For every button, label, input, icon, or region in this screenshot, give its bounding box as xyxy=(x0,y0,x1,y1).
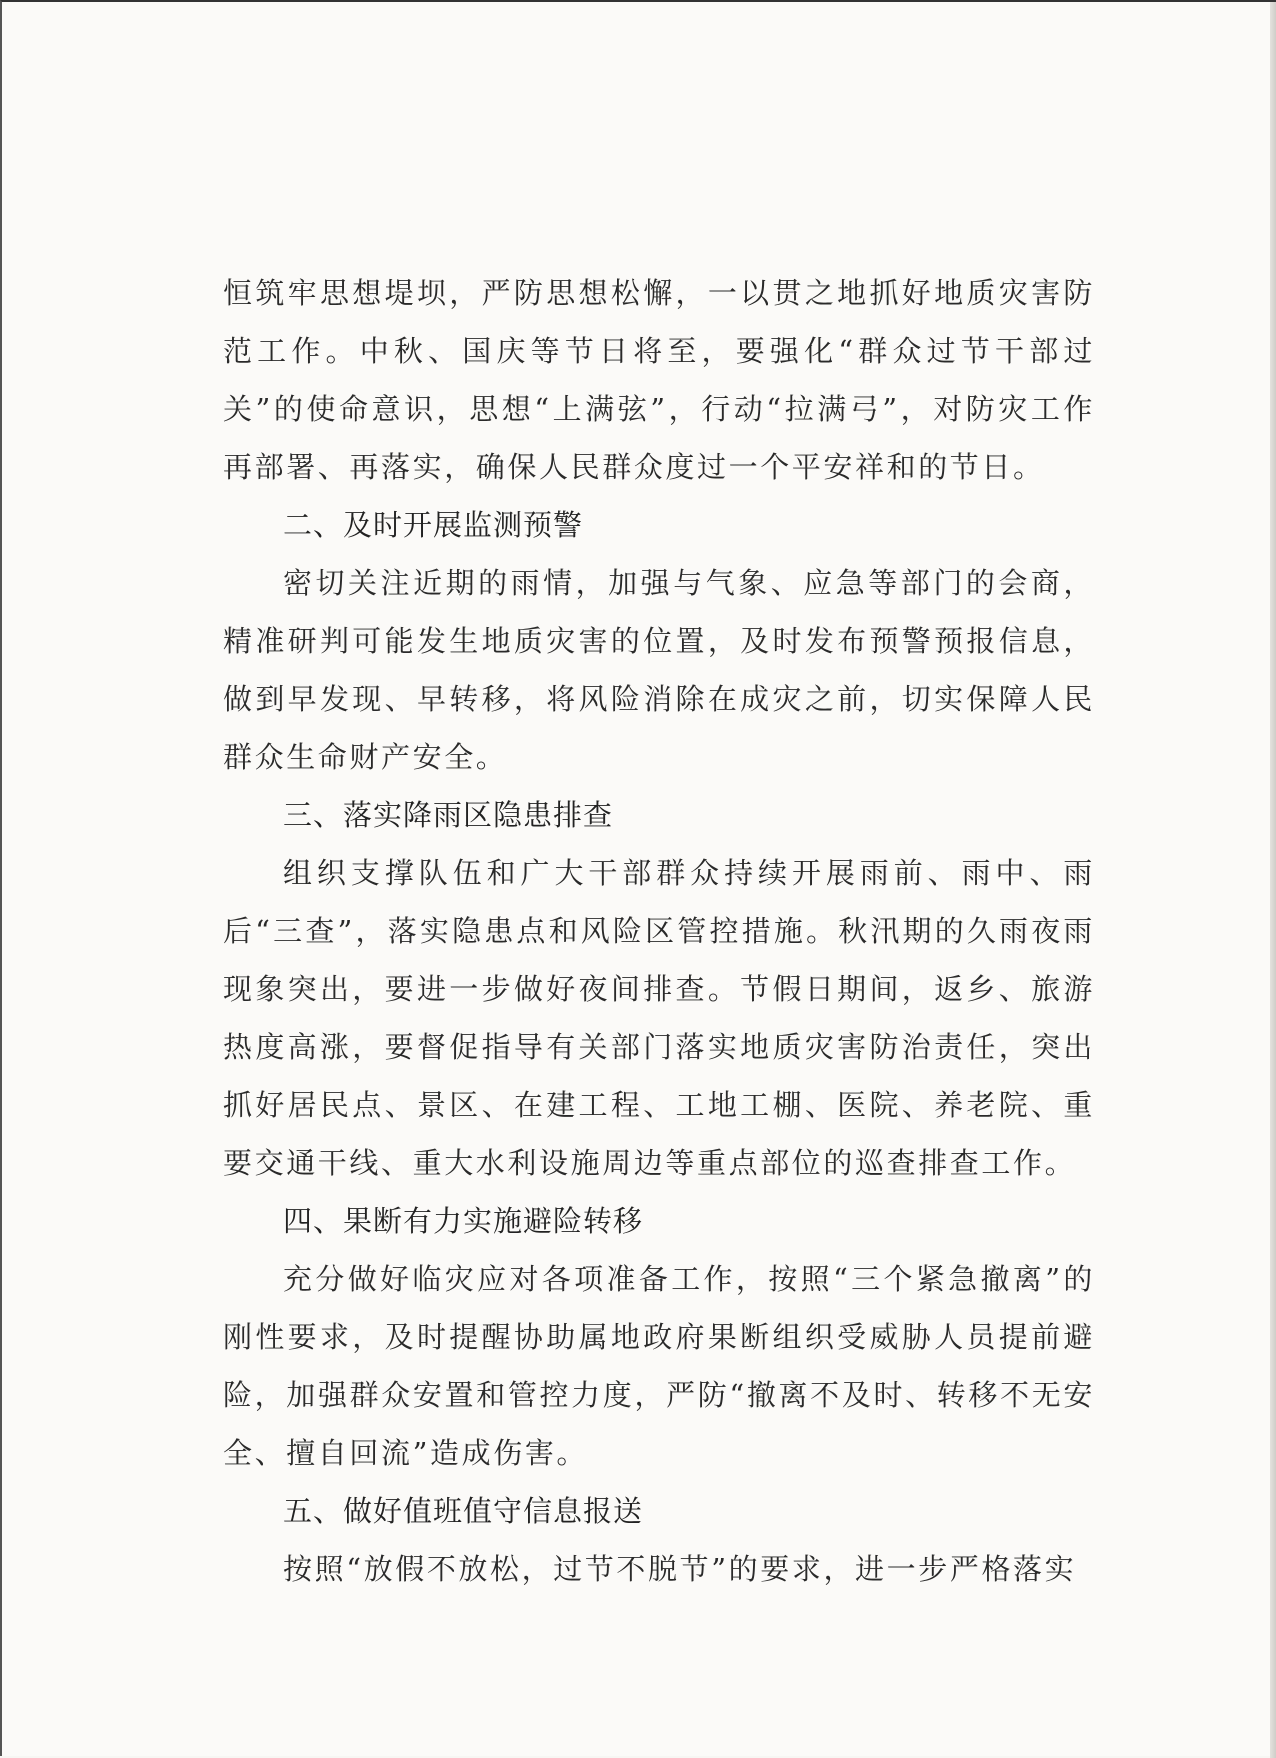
paragraph-monitoring: 密切关注近期的雨情，加强与气象、应急等部门的会商，精准研判可能发生地质灾害的位置，及时发布预警预报信息，做到早发现、早转移，将风险消除在成灾之前，切实保障人民群众生命财产安全。 xyxy=(223,566,1095,774)
paragraph-inspection: 组织支撑队伍和广大干部群众持续开展雨前、雨中、雨后“三查”，落实隐患点和风险区管控措施。秋汛期的久雨夜雨现象突出，要进一步做好夜间排查。节假日期间，返乡、旅游热度高涨，要督促指导有关部门落实地质灾害防治责任，突出抓好居民点、景区、在建工程、工地工棚、医院、养老院、重要交通干线、重大水利设施周边等重点部位的巡查排查工作。 xyxy=(223,856,1095,1180)
section-heading-2: 二、及时开展监测预警 xyxy=(283,508,584,542)
section-heading-4: 四、果断有力实施避险转移 xyxy=(283,1204,644,1238)
section-heading-5: 五、做好值班值守信息报送 xyxy=(283,1494,644,1528)
paragraph-duty: 按照“放假不放松，过节不脱节”的要求，进一步严格落实 xyxy=(283,1552,1077,1586)
scan-edge-shadow xyxy=(1270,2,1276,1758)
section-heading-3: 三、落实降雨区隐患排查 xyxy=(283,798,614,832)
paragraph-intro: 恒筑牢思想堤坝，严防思想松懈，一以贯之地抓好地质灾害防范工作。中秋、国庆等节日将至，要强化“群众过节干部过关”的使命意识，思想“上满弦”，行动“拉满弓”，对防灾工作再部署、再落实，确保人民群众度过一个平安祥和的节日。 xyxy=(223,276,1095,484)
document-body xyxy=(223,264,1095,1598)
paragraph-evacuation: 充分做好临灾应对各项准备工作，按照“三个紧急撤离”的刚性要求，及时提醒协助属地政府果断组织受威胁人员提前避险，加强群众安置和管控力度，严防“撤离不及时、转移不无安全、擅自回流”造成伤害。 xyxy=(223,1262,1095,1470)
